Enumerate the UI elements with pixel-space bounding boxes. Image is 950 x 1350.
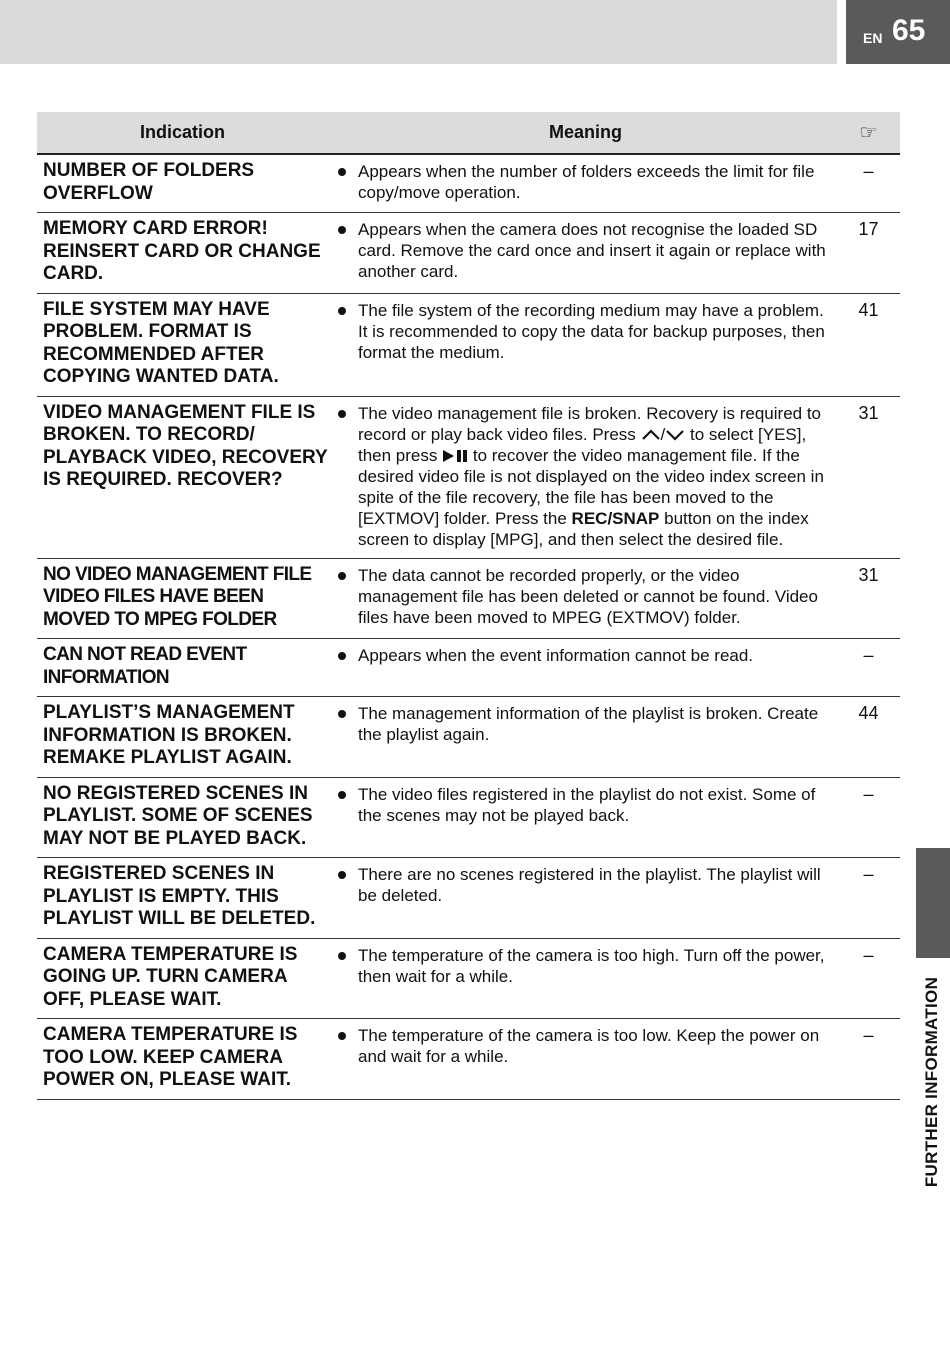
meaning-cell	[334, 938, 837, 1019]
meaning-text: Appears when the camera does not recognise the loaded SD card. Remove the card once and insert it again or replace with another card.	[358, 220, 826, 281]
indication-cell: CAN NOT READ EVENT INFORMATION	[37, 639, 334, 697]
bullet-icon	[338, 952, 346, 960]
meaning-text: Appears when the number of folders exceeds the limit for file copy/move operation.	[358, 162, 815, 202]
indication-cell: REGISTERED SCENES IN PLAYLIST IS EMPTY. THIS PLAYLIST WILL BE DELETED.	[37, 858, 334, 939]
reference-header	[837, 112, 900, 154]
table-row	[37, 938, 900, 1019]
pointing-hand-icon: ☞	[859, 122, 878, 144]
page-reference: 31	[837, 558, 900, 639]
indication-cell: FILE SYSTEM MAY HAVE PROBLEM. FORMAT IS RECOMMENDED AFTER COPYING WANTED DATA.	[37, 293, 334, 396]
meaning-cell	[334, 213, 837, 294]
table-row	[37, 1019, 900, 1100]
page-reference: –	[837, 1019, 900, 1100]
indication-cell: VIDEO MANAGEMENT FILE IS BROKEN. TO RECORD/ PLAYBACK VIDEO, RECOVERY IS REQUIRED. RECOVER?	[37, 396, 334, 558]
meaning-text: There are no scenes registered in the playlist. The playlist will be deleted.	[358, 865, 821, 905]
play-pause-icon	[442, 449, 468, 463]
meaning-cell	[334, 558, 837, 639]
page-reference: –	[837, 777, 900, 858]
meaning-cell	[334, 697, 837, 778]
indication-cell: CAMERA TEMPERATURE IS GOING UP. TURN CAMERA OFF, PLEASE WAIT.	[37, 938, 334, 1019]
bullet-icon	[338, 572, 346, 580]
page-reference: 41	[837, 293, 900, 396]
rec-snap-button-label: REC/SNAP	[571, 508, 660, 528]
indication-cell: MEMORY CARD ERROR! REINSERT CARD OR CHANGE CARD.	[37, 213, 334, 294]
meaning-cell	[334, 639, 837, 697]
table-row	[37, 154, 900, 213]
indication-cell: PLAYLIST’S MANAGEMENT INFORMATION IS BROKEN. REMAKE PLAYLIST AGAIN.	[37, 697, 334, 778]
page-reference: 31	[837, 396, 900, 558]
bullet-icon	[338, 710, 346, 718]
indication-header: Indication	[37, 112, 334, 154]
meaning-cell	[334, 154, 837, 213]
indication-cell: CAMERA TEMPERATURE IS TOO LOW. KEEP CAMERA POWER ON, PLEASE WAIT.	[37, 1019, 334, 1100]
meaning-cell	[334, 293, 837, 396]
page-reference: –	[837, 938, 900, 1019]
down-arrow-icon	[665, 429, 685, 441]
table-row	[37, 777, 900, 858]
meaning-text-part: to recover the video management file. If the desired video file is not displayed on the video index screen in spite of the file recovery, the file has been moved to the [EXTMOV] folder. Press the	[358, 445, 824, 528]
indication-cell: NO REGISTERED SCENES IN PLAYLIST. SOME OF SCENES MAY NOT BE PLAYED BACK.	[37, 777, 334, 858]
meaning-text: The video files registered in the playlist do not exist. Some of the scenes may not be played back.	[358, 784, 816, 825]
meaning-text: The file system of the recording medium may have a problem. It is recommended to copy the data for backup purposes, then format the medium.	[358, 300, 825, 362]
table-row	[37, 558, 900, 639]
table-header-row	[37, 112, 900, 154]
meaning-cell	[334, 396, 837, 558]
table-row	[37, 858, 900, 939]
meaning-text: The data cannot be recorded properly, or the video management file has been deleted or cannot be found. Video files have been moved to MPEG (EXTMOV) folder.	[358, 565, 818, 627]
meaning-text-part: The video management file is broken. Recovery is required to record or play back video files. Press	[358, 403, 822, 444]
meaning-text-part: to select [YES], then press	[358, 424, 807, 465]
page-reference: 44	[837, 697, 900, 778]
bullet-icon	[338, 791, 346, 799]
table-row	[37, 396, 900, 558]
page-reference: –	[837, 639, 900, 697]
side-tab-label: FURTHER INFORMATION	[922, 976, 941, 1188]
page-reference: –	[837, 858, 900, 939]
meaning-cell	[334, 1019, 837, 1100]
table-row	[37, 293, 900, 396]
indication-table	[37, 112, 900, 1100]
table-row	[37, 697, 900, 778]
meaning-text: The temperature of the camera is too low. Keep the power on and wait for a while.	[358, 1026, 820, 1066]
bullet-icon	[338, 410, 346, 418]
bullet-icon	[338, 226, 346, 234]
bullet-icon	[338, 652, 346, 660]
page-reference: –	[837, 154, 900, 213]
page-reference: 17	[837, 213, 900, 294]
arrow-separator: /	[660, 424, 666, 444]
meaning-text: Appears when the event information cannot be read.	[358, 646, 754, 665]
table-row	[37, 639, 900, 697]
bullet-icon	[338, 307, 346, 315]
meaning-text: The management information of the playlist is broken. Create the playlist again.	[358, 704, 819, 744]
up-arrow-icon	[641, 429, 661, 441]
bullet-icon	[338, 871, 346, 879]
meaning-header: Meaning	[334, 112, 837, 154]
indication-cell: NO VIDEO MANAGEMENT FILE VIDEO FILES HAVE BEEN MOVED TO MPEG FOLDER	[37, 558, 334, 639]
language-label: EN	[863, 30, 883, 46]
meaning-cell	[334, 777, 837, 858]
meaning-text-part: button on the index screen to display [MPG], and then select the desired file.	[358, 508, 809, 549]
side-tab-marker	[916, 848, 950, 958]
bullet-icon	[338, 168, 346, 176]
bullet-icon	[338, 1032, 346, 1040]
meaning-text: The temperature of the camera is too high. Turn off the power, then wait for a while.	[358, 945, 825, 986]
table-row	[37, 213, 900, 294]
page-number-box	[846, 0, 950, 64]
indication-cell: NUMBER OF FOLDERS OVERFLOW	[37, 154, 334, 213]
meaning-cell	[334, 858, 837, 939]
header-bar	[0, 0, 837, 64]
page-number: 65	[892, 14, 926, 47]
